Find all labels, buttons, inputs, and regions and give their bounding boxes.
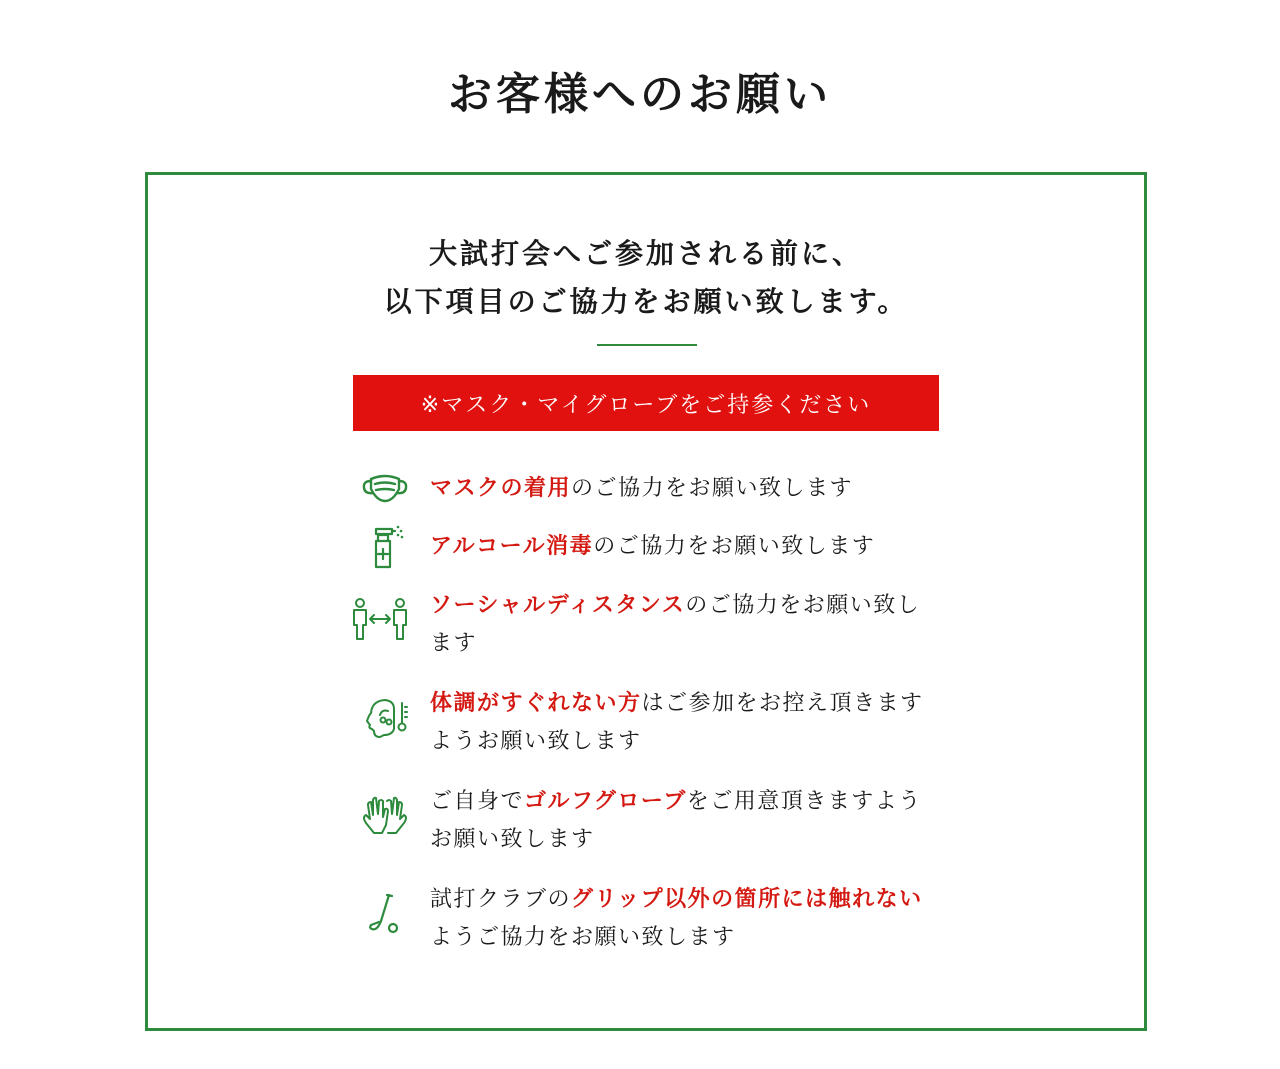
- item-post: のご協力をお願い致します: [430, 593, 921, 656]
- item-highlight: ソーシャルディスタンス: [430, 593, 686, 618]
- item-pre: ご自身で: [430, 789, 525, 814]
- social-distance-icon: [345, 595, 415, 645]
- item-highlight: マスクの着用: [430, 476, 572, 501]
- divider: [597, 344, 697, 346]
- item-highlight: アルコール消毒: [430, 534, 594, 559]
- item-pre: 試打クラブの: [430, 887, 572, 912]
- sanitizer-spray-icon: [353, 522, 417, 572]
- item-highlight: 体調がすぐれない方: [430, 691, 642, 716]
- list-item: [353, 783, 943, 863]
- list-item-text: [430, 587, 930, 663]
- golf-club-icon: [353, 889, 417, 939]
- list-item-text: [430, 528, 930, 566]
- list-item: [353, 881, 943, 961]
- intro-line-2: 以下項目のご協力をお願い致します。: [383, 285, 909, 318]
- list-item-text: [430, 783, 930, 859]
- gloves-icon: [353, 791, 417, 841]
- item-highlight: グリップ以外の箇所には触れない: [571, 887, 923, 912]
- list-item-text: [430, 470, 930, 508]
- mask-icon: [353, 462, 417, 512]
- list-item: [353, 685, 943, 765]
- list-item: [353, 587, 943, 667]
- list-item-text: [430, 881, 930, 957]
- item-post: はご参加をお控え頂きますようお願い致します: [430, 691, 924, 754]
- fever-check-icon: [353, 693, 417, 743]
- page-title: お客様へのお願い: [448, 69, 832, 120]
- notice-box: [145, 172, 1147, 1031]
- list-item-text: [430, 685, 930, 761]
- item-post: をご用意頂きますようお願い致します: [430, 789, 922, 852]
- item-post: のご協力をお願い致します: [571, 476, 854, 501]
- item-post: のご協力をお願い致します: [593, 534, 876, 559]
- item-highlight: ゴルフグローブ: [524, 789, 687, 814]
- intro-text: [148, 230, 1144, 326]
- notice-banner: ※マスク・マイグローブをご持参ください: [353, 375, 939, 431]
- intro-line-1: 大試打会へご参加される前に、: [428, 237, 863, 270]
- item-post: ようご協力をお願い致します: [430, 925, 736, 950]
